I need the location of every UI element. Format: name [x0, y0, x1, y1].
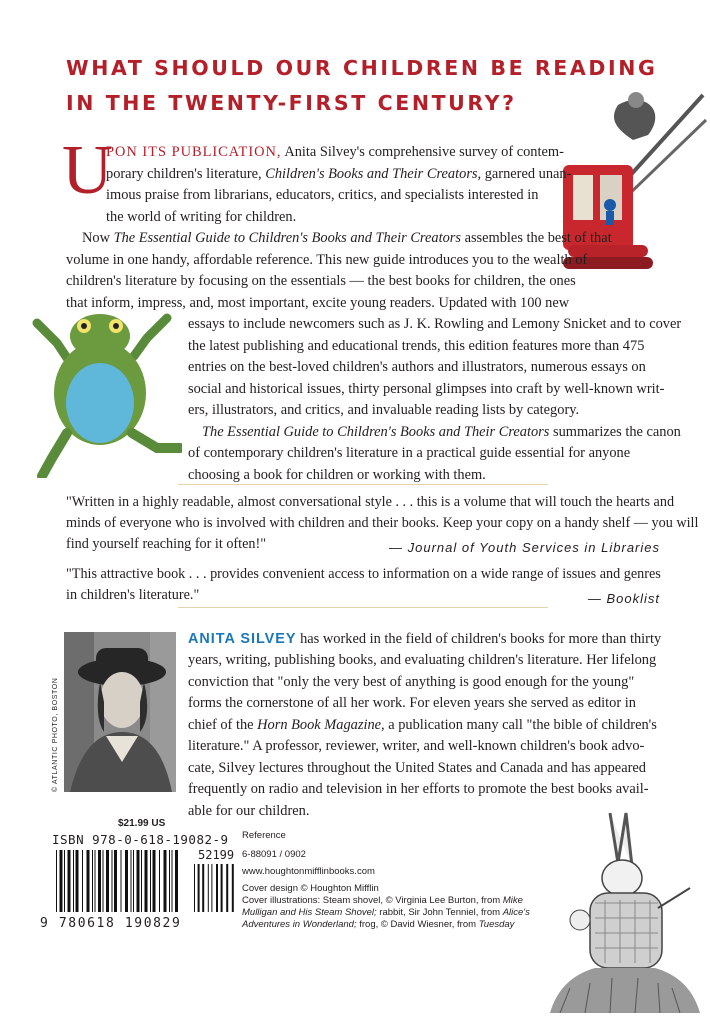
- bio-line-5: chief of the Horn Book Magazine, a publication many call "the bible of children's: [188, 717, 657, 733]
- white-rabbit-illustration: [540, 808, 705, 1013]
- bio-line-3: conviction that "only the very best of anything is good enough for the young": [188, 674, 635, 690]
- para3-line-2: of contemporary children's literature in a practical guide essential for anyone: [188, 445, 631, 461]
- quote2-line-2: in children's literature.": [66, 587, 200, 603]
- intro-line-4: the world of writing for children.: [106, 209, 297, 225]
- quote1-line-2: minds of everyone who is involved with children and their books. Keep your copy on a handy shelf — you will: [66, 515, 699, 531]
- intro-line-2: porary children's literature, Children's Books and Their Creators, garnered unan-: [106, 166, 572, 182]
- bio-line-1: ANITA SILVEY has worked in the field of children's books for more than thirty: [188, 631, 662, 647]
- para2-line-3: children's literature by focusing on the essentials — the best books for children, the ones: [66, 273, 576, 289]
- quote2-line-1: "This attractive book . . . provides convenient access to information on a wide range of issues and genres: [66, 566, 661, 582]
- category-label: Reference: [242, 830, 286, 841]
- frog-illustration: [22, 298, 182, 478]
- illustration-credit-2: Mulligan and His Steam Shovel; rabbit, Sir John Tenniel, from Alice's: [242, 907, 530, 918]
- para3-line-1: The Essential Guide to Children's Books and Their Creators summarizes the canon: [202, 424, 681, 440]
- illustration-credit-3: Adventures in Wonderland; frog, © David Wiesner, from Tuesday: [242, 919, 515, 930]
- bio-line-2: years, writing, publishing books, and evaluating children's literature. Her lifelong: [188, 652, 657, 668]
- bio-line-9: able for our children.: [188, 803, 310, 819]
- para2-line-2: volume in one handy, affordable reference. This new guide introduces you to the wealth of: [66, 252, 588, 268]
- para2-line-7: entries on the best-loved children's authors and illustrators, numerous essays on: [188, 359, 646, 375]
- intro-line-3: imous praise from librarians, educators, critics, and specialists interested in: [106, 187, 539, 203]
- headline-line-1: WHAT SHOULD OUR CHILDREN BE READING: [66, 56, 658, 80]
- drop-cap: U: [62, 132, 113, 209]
- barcode-addon-number: 52199: [198, 848, 235, 862]
- bio-line-7: cate, Silvey lectures throughout the United States and Canada and has appeared: [188, 760, 646, 776]
- quote1-line-3: find yourself reaching for it often!": [66, 536, 267, 552]
- divider-rule-2: [178, 607, 548, 608]
- bio-line-8: frequently on radio and television in her efforts to promote the best books avail-: [188, 781, 649, 797]
- ean-number: 9 780618 190829: [40, 916, 182, 931]
- bio-line-4: forms the cornerstone of all her work. For eleven years she served as editor in: [188, 695, 636, 711]
- price: $21.99 US: [118, 818, 166, 829]
- barcode: [56, 850, 236, 916]
- product-code: 6-88091 / 0902: [242, 849, 306, 860]
- isbn-text: ISBN 978-0-618-19082-9: [52, 832, 229, 847]
- cover-design-credit: Cover design © Houghton Mifflin: [242, 883, 379, 894]
- quote2-citation: — Booklist: [587, 591, 660, 606]
- para2-line-8: social and historical issues, thirty personal glimpses into craft by well-known writ-: [188, 381, 665, 397]
- photo-credit: © ATLANTIC PHOTO, BOSTON: [52, 677, 59, 792]
- author-photo: [64, 632, 176, 792]
- quote1-citation: — Journal of Youth Services in Libraries: [389, 540, 660, 555]
- quote1-line-1: "Written in a highly readable, almost conversational style . . . this is a volume that will touch the hearts and: [66, 494, 675, 510]
- para2-line-4: that inform, impress, and, most important, excite young readers. Updated with 100 new: [66, 295, 570, 311]
- para2-line-9: ers, illustrators, and critics, and invaluable reading lists by category.: [188, 402, 580, 418]
- headline-line-2: IN THE TWENTY-FIRST CENTURY?: [66, 91, 517, 115]
- intro-line-1: PON ITS PUBLICATION, Anita Silvey's comprehensive survey of contem-: [106, 144, 564, 160]
- illustration-credit-1: Cover illustrations: Steam shovel, © Virginia Lee Burton, from Mike: [242, 895, 523, 906]
- divider-rule-1: [178, 484, 548, 485]
- para2-line-5: essays to include newcomers such as J. K. Rowling and Lemony Snicket and to cover: [188, 316, 682, 332]
- para2-line-6: the latest publishing and educational trends, this edition features more than 475: [188, 338, 645, 354]
- bio-line-6: literature." A professor, reviewer, writer, and well-known children's book advo-: [188, 738, 645, 754]
- publisher-url[interactable]: www.houghtonmifflinbooks.com: [242, 866, 375, 877]
- para3-line-3: choosing a book for children or working with them.: [188, 467, 486, 483]
- para2-line-1: Now The Essential Guide to Children's Books and Their Creators assembles the best of that: [82, 230, 612, 246]
